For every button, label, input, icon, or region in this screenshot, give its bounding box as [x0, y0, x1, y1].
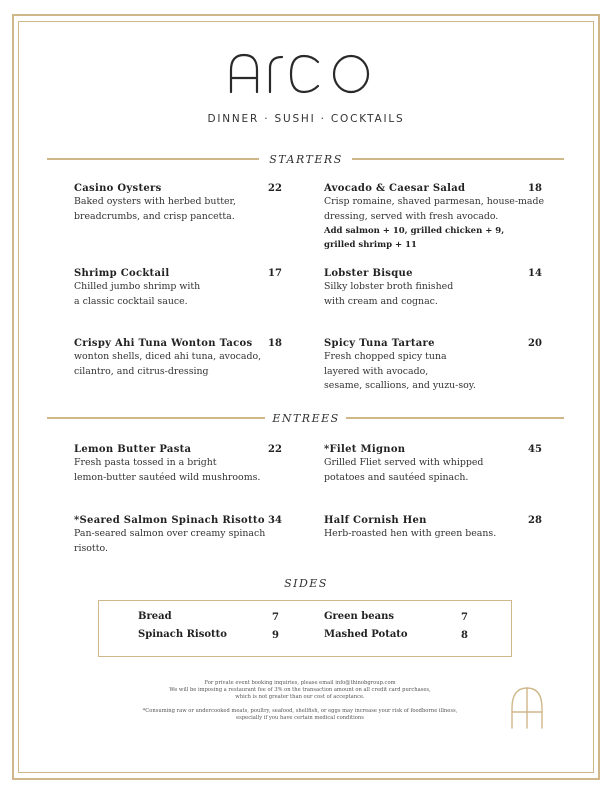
- menu-item: [74, 268, 304, 309]
- side-name: Mashed Potato: [324, 629, 408, 640]
- menu-item: [324, 515, 554, 542]
- footer-notice: For private event booking inquiries, please email info@thinobgroup.com We will be imposing a restaurant fee of 3% on the transaction amount on all credit card purchases, which is not greater than our cost of acceptance.: [169, 680, 431, 700]
- menu-item: [324, 444, 554, 485]
- item-name: *Seared Salmon Spinach Risotto: [74, 515, 265, 526]
- menu-item: [74, 338, 304, 379]
- item-name: Avocado & Caesar Salad: [324, 183, 466, 194]
- item-name: Crispy Ahi Tuna Wonton Tacos: [74, 338, 253, 349]
- side-name: Green beans: [324, 611, 395, 622]
- brand-logo: [226, 52, 376, 94]
- item-name: Spicy Tuna Tartare: [324, 338, 435, 349]
- item-desc: Crisp romaine, shaved parmesan, house-made dressing, served with fresh avocado.: [324, 196, 545, 222]
- entrees-title: ENTREES: [272, 412, 340, 425]
- item-desc: Fresh chopped spicy tuna layered with avocado, sesame, scallions, and yuzu-soy.: [324, 351, 476, 391]
- item-price: 20: [528, 338, 542, 349]
- item-desc: Baked oysters with herbed butter, breadcrumbs, and crisp pancetta.: [74, 196, 236, 222]
- item-desc: Fresh pasta tossed in a bright lemon-butter sautéed wild mushrooms.: [74, 457, 261, 483]
- sides-title: SIDES: [284, 577, 328, 590]
- item-name: Lemon Butter Pasta: [74, 444, 192, 455]
- item-desc: Pan-seared salmon over creamy spinach risotto.: [74, 528, 266, 554]
- menu-item: [74, 515, 314, 556]
- menu-item: [324, 183, 559, 252]
- side-price: 8: [461, 630, 468, 641]
- item-name: Lobster Bisque: [324, 268, 413, 279]
- item-name: Shrimp Cocktail: [74, 268, 170, 279]
- item-name: Casino Oysters: [74, 183, 162, 194]
- item-name: Half Cornish Hen: [324, 515, 427, 526]
- item-price: 18: [268, 338, 282, 349]
- side-price: 7: [272, 612, 279, 623]
- item-price: 17: [268, 268, 282, 279]
- side-name: Spinach Risotto: [138, 629, 227, 640]
- item-addons: Add salmon + 10, grilled chicken + 9, grilled shrimp + 11: [324, 226, 505, 250]
- item-desc: Silky lobster broth finished with cream and cognac.: [324, 281, 454, 307]
- starters-title: STARTERS: [269, 153, 343, 166]
- item-desc: Chilled jumbo shrimp with a classic cocktail sauce.: [74, 281, 201, 307]
- side-price: 7: [461, 612, 468, 623]
- item-desc: Grilled Fliet served with whipped potatoes and sautéed spinach.: [324, 457, 484, 483]
- menu-item: [324, 338, 554, 394]
- item-price: 34: [268, 515, 282, 526]
- side-price: 9: [272, 630, 279, 641]
- item-price: 45: [528, 444, 542, 455]
- menu-item: [74, 444, 304, 485]
- side-name: Bread: [138, 611, 172, 622]
- item-price: 14: [528, 268, 542, 279]
- item-name: *Filet Mignon: [324, 444, 406, 455]
- monogram-mark: [506, 684, 548, 730]
- item-price: 22: [268, 183, 282, 194]
- inner-border: [18, 21, 594, 773]
- item-desc: wonton shells, diced ahi tuna, avocado, cilantro, and citrus-dressing: [74, 351, 262, 377]
- item-price: 18: [528, 183, 542, 194]
- item-desc: Herb-roasted hen with green beans.: [324, 528, 497, 539]
- footer-disclaimer: *Consuming raw or undercooked meats, poultry, seafood, shellfish, or eggs may increase your risk of foodborne illness, especially if you have certain medical conditions: [142, 708, 458, 721]
- tagline: DINNER · SUSHI · COCKTAILS: [207, 113, 405, 125]
- menu-item: [324, 268, 554, 309]
- item-price: 28: [528, 515, 542, 526]
- menu-item: [74, 183, 304, 224]
- item-price: 22: [268, 444, 282, 455]
